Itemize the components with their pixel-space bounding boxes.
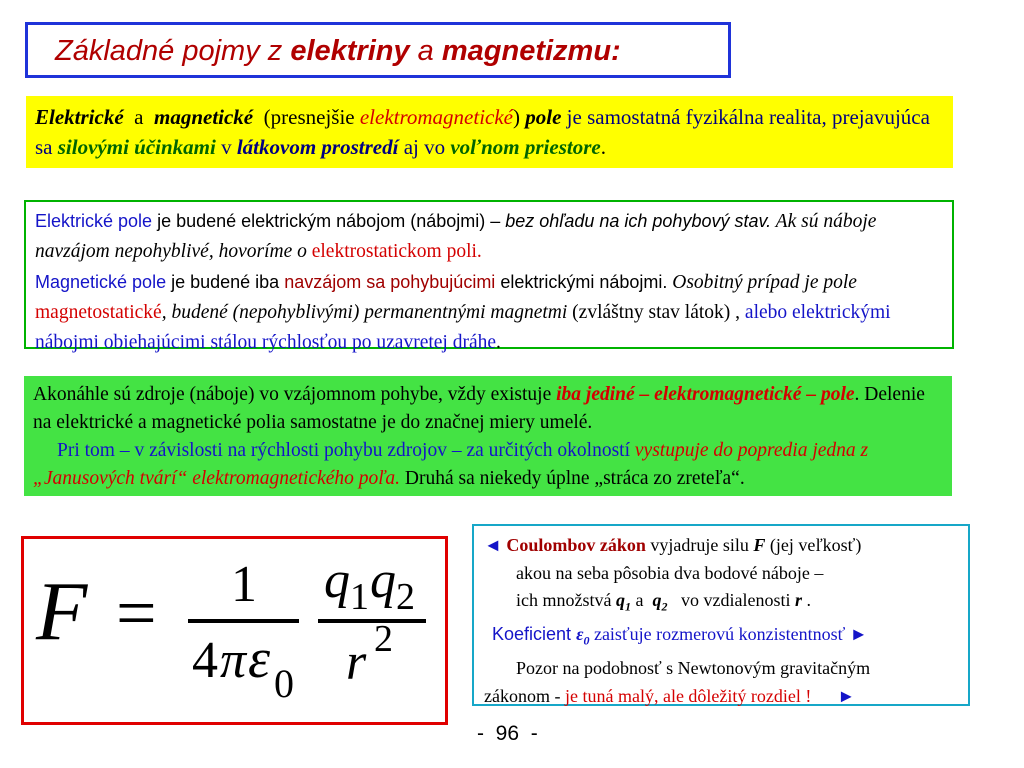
page-number: - 96 -: [477, 722, 538, 745]
intro-box: Elektrické a magnetické (presnejšie elektromagnetické) pole je samostatná fyzikálna realita, prejavujúca sa silovými účinkami v látkovom prostredí aj vo voľnom priestore.: [26, 96, 953, 168]
formula-force: F: [36, 565, 88, 658]
note-line-4: Koeficient $\varepsilon_0$ zaisťuje rozmerovú konzistentnosť ►: [492, 624, 868, 648]
coulomb-note-box: [472, 524, 970, 706]
formula-r: r: [346, 634, 367, 691]
em-field-box: Akonáhle sú zdroje (náboje) vo vzájomnom pohybe, vždy existuje iba jediné – elektromagnetické – pole. Delenie na elektrické a magnetické polia samostatne je do značnej miery umelé. Pri tom – v závislosti na rýchlosti pohybu zdrojov – za určitých okolností vystupuje do popredia jedna z „Janusových tvárí“ elektromagnetického poľa. Druhá sa niekedy úplne „stráca zo zreteľa“.: [24, 376, 952, 496]
formula-epsilon: ε: [248, 628, 271, 690]
note-line-3: ich množstvá $q_1$ a $q_2$ vo vzdialenosti r .: [516, 590, 811, 614]
note-line-6: zákonom - je tuná malý, ale dôležitý rozdiel ! ►: [484, 685, 856, 706]
formula-pi: π: [220, 632, 247, 689]
formula-graphic: [24, 539, 445, 722]
formula-q2: q: [370, 552, 396, 609]
formula-four: 4: [192, 632, 218, 689]
coulomb-formula: [21, 536, 448, 725]
formula-q1-sub: 1: [350, 576, 369, 618]
formula-epsilon-sub: 0: [274, 661, 294, 706]
slide-title: Základné pojmy z elektriny a magnetizmu:: [25, 22, 731, 78]
formula-q1: q: [324, 552, 350, 609]
note-line-2: akou na seba pôsobia dva bodové náboje –: [516, 562, 824, 583]
note-line-5: Pozor na podobnosť s Newtonovým gravitačným: [516, 658, 871, 679]
formula-equals: =: [116, 573, 157, 653]
formula-r-sup: 2: [374, 618, 393, 660]
fields-box: Elektrické pole je budené elektrickým nábojom (nábojmi) – bez ohľadu na ich pohybový stav. Ak sú náboje navzájom nepohyblivé, hovoríme o elektrostatickom poli. Magnetické pole je budené iba navzájom sa pohybujúcimi elektrickými nábojmi. Osobitný prípad je pole magnetostatické, budené (nepohyblivými) permanentnými magnetmi (zvláštny stav látok) , alebo elektrickými nábojmi obiehajúcimi stálou rýchlosťou po uzavretej dráhe.: [24, 200, 954, 349]
formula-numerator-one: 1: [231, 556, 257, 613]
note-line-1: ◄ Coulombov zákon vyjadruje silu F (jej veľkosť): [484, 535, 862, 555]
formula-q2-sub: 2: [396, 576, 415, 618]
